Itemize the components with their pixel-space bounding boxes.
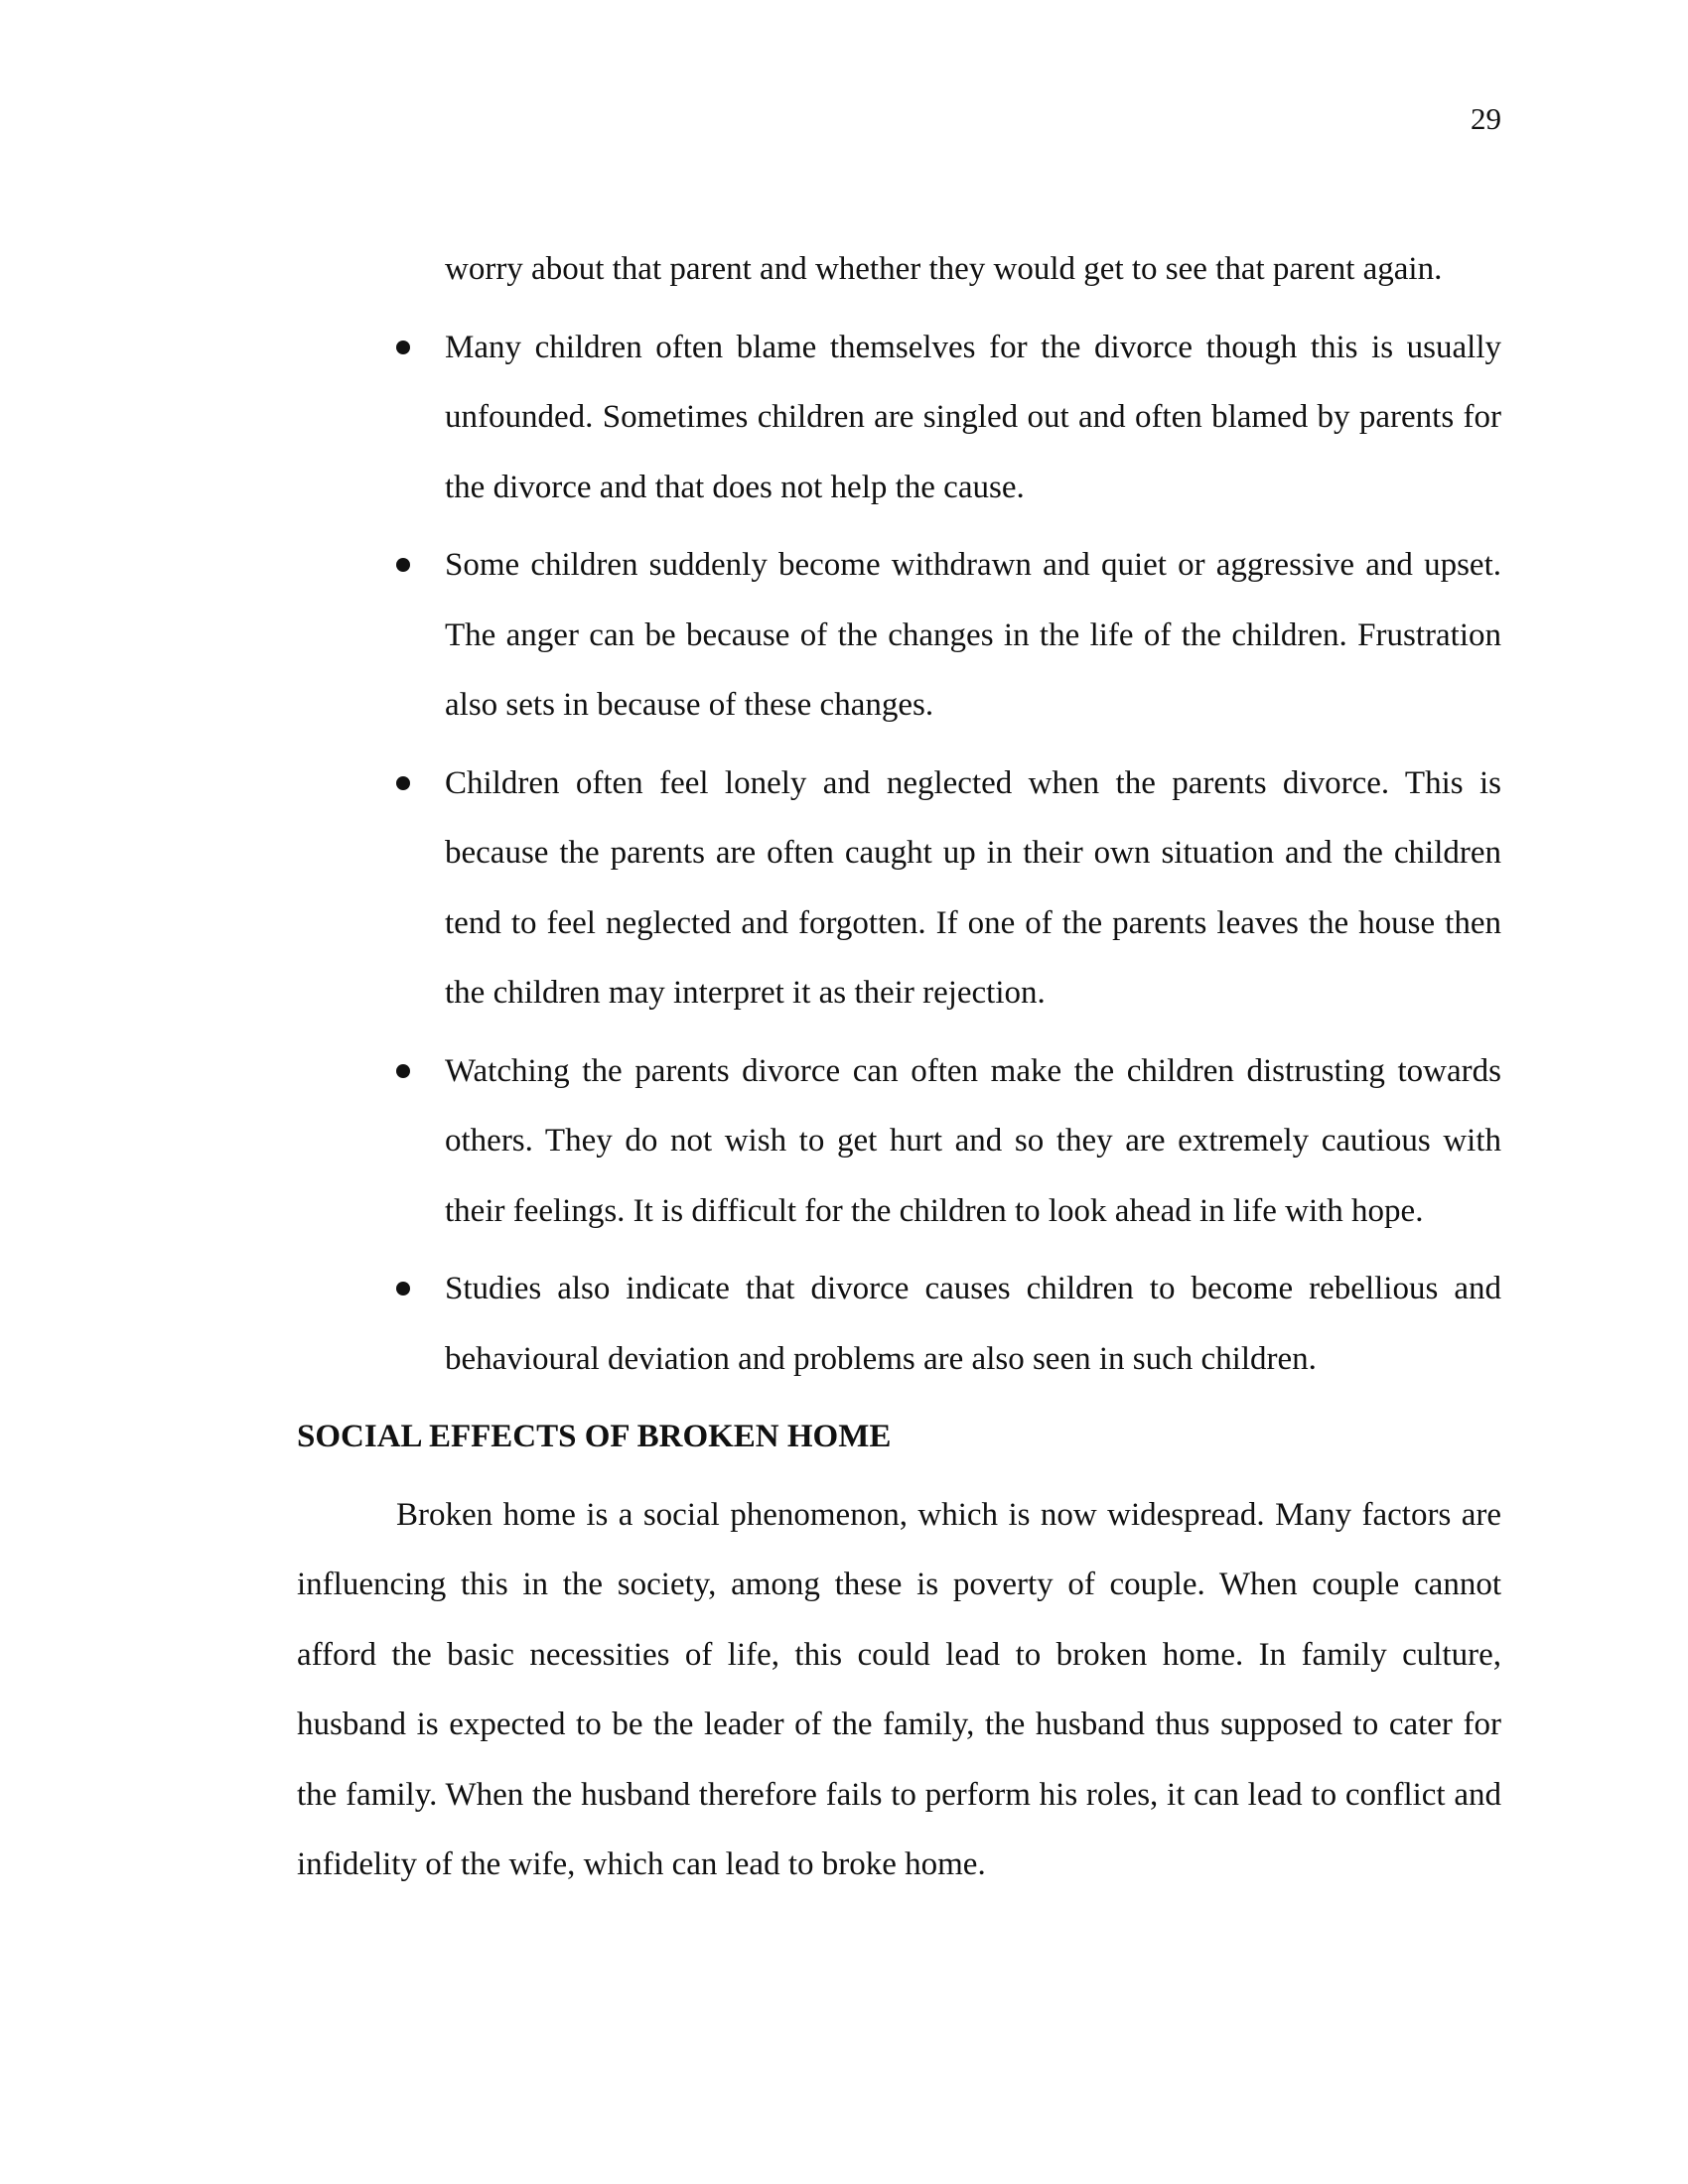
list-item <box>297 749 1501 1028</box>
list-item <box>297 313 1501 523</box>
effects-bullet-list <box>297 234 1501 1394</box>
bullet-icon <box>396 341 410 354</box>
bullet-icon <box>396 1282 410 1296</box>
list-item-text: Children often feel lonely and neglected when the parents divorce. This is because the parents are often caught up in their own situation and the children tend to feel neglected and forgotten. If one of the parents leaves the house then the children may interpret it as their rejection. <box>445 764 1501 1011</box>
section-heading: SOCIAL EFFECTS OF BROKEN HOME <box>297 1419 892 1454</box>
list-item-continued <box>297 234 1501 305</box>
bullet-icon <box>396 1064 410 1078</box>
list-item <box>297 1036 1501 1247</box>
page-number: 29 <box>1471 101 1501 136</box>
list-item-text: Many children often blame themselves for the divorce though this is usually unfounded. Sometimes children are singled out and often blamed by parents for the divorce and that does not help the cause. <box>445 329 1501 505</box>
section-paragraph: Broken home is a social phenomenon, which is now widespread. Many factors are influencing this in the society, among these is poverty of couple. When couple cannot afford the basic necessities of life, this could lead to broken home. In family culture, husband is expected to be the leader of the family, the husband thus supposed to cater for the family. When the husband therefore fails to perform his roles, it can lead to conflict and infidelity of the wife, which can lead to broke home. <box>297 1496 1501 1882</box>
list-item-text: Studies also indicate that divorce causes children to become rebellious and behavioural deviation and problems are also seen in such children. <box>445 1271 1501 1377</box>
list-item-text: Some children suddenly become withdrawn and quiet or aggressive and upset. The anger can be because of the changes in the life of the children. Frustration also sets in because of these changes. <box>445 547 1501 723</box>
list-item-text: worry about that parent and whether they would get to see that parent again. <box>445 251 1443 287</box>
bullet-icon <box>396 776 410 790</box>
list-item <box>297 1254 1501 1394</box>
list-item-text: Watching the parents divorce can often make the children distrusting towards others. They do not wish to get hurt and so they are extremely cautious with their feelings. It is difficult for the children to look ahead in life with hope. <box>445 1052 1501 1229</box>
list-item <box>297 530 1501 741</box>
bullet-icon <box>396 558 410 572</box>
page-content <box>297 234 1501 1900</box>
